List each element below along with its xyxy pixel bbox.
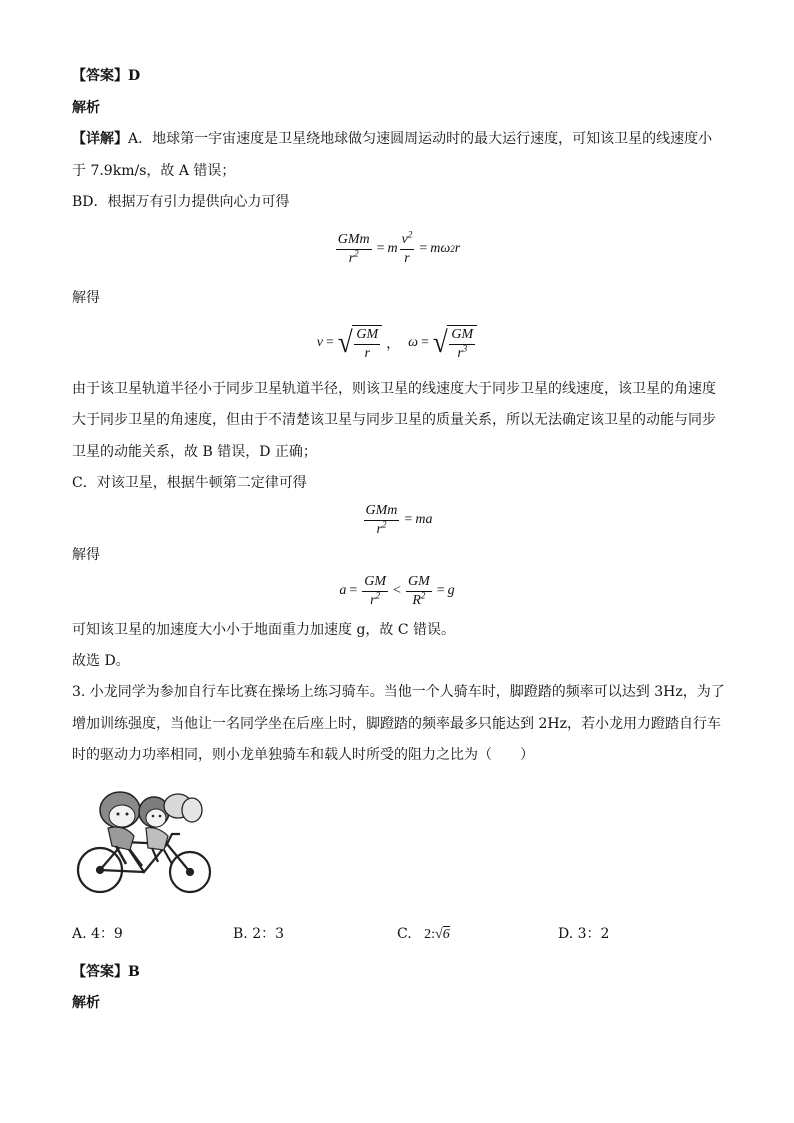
formula-newton-second: $\frac{\text{GMm}}{r^2}$ = ma (365, 502, 433, 537)
bd-text-3: 卫星的动能关系，故 B 错误，D 正确； (72, 444, 317, 460)
jiede-label-1: 解得 (72, 290, 100, 306)
frac-v2-r: $\frac{v^2}{r}$ (401, 228, 413, 266)
analysis-label-1: 解析 (72, 100, 100, 116)
bd-intro: BD．根据万有引力提供向心力可得 (72, 194, 290, 210)
q3-stem-2: 增加训练强度，当他让一名同学坐在后座上时，脚蹬踏的频率最多只能达到 2Hz，若小龙用力蹬踏自行车 (72, 716, 721, 732)
kid-front-icon (100, 792, 142, 866)
formula-acceleration: a = $\frac{GM}{r^2}$ < $\frac{GM}{R^2}$ = g (339, 573, 455, 608)
option-b[interactable]: B. 2：3 (233, 926, 285, 942)
choose-answer: 故选 D。 (72, 653, 130, 669)
sqrt-gm-r3: √ $\frac{GM}{r^3}$ (432, 325, 477, 362)
answer-label-1: 【答案】D (72, 68, 141, 84)
q3-stem-3: 时的驱动力功率相同，则小龙单独骑车和载人时所受的阻力之比为（ ） (72, 747, 534, 763)
option-c[interactable]: C. 2:√6 (397, 926, 450, 942)
bicycle-kids-illustration (72, 780, 222, 898)
answer-options (72, 924, 752, 946)
detail-a-text-1: A．地球第一宇宙速度是卫星绕地球做匀速圆周运动时的最大运行速度，可知该卫星的线速度小 (128, 131, 713, 147)
jiede-label-2: 解得 (72, 547, 100, 563)
detail-label: 【详解】 (72, 131, 128, 147)
bd-text-1: 由于该卫星轨道半径小于同步卫星轨道半径，则该卫星的线速度大于同步卫星的线速度，该卫星的角速度 (72, 381, 716, 397)
bicycle-icon (78, 832, 210, 892)
bd-text-2: 大于同步卫星的角速度，但由于不清楚该卫星与同步卫星的质量关系，所以无法确定该卫星的动能与同步 (72, 412, 716, 428)
q3-stem-1: 3. 小龙同学为参加自行车比赛在操场上练习骑车。当他一个人骑车时，脚蹬踏的频率可以达到 3Hz，为了 (72, 684, 725, 700)
option-a[interactable]: A. 4：9 (72, 926, 123, 942)
formula-gravity-centripetal: $\frac{\text{GMm}}{r^2}$ = m $\frac{v^2}{r}$ = mω 2 r (337, 228, 461, 266)
c-intro: C．对该卫星，根据牛顿第二定律可得 (72, 475, 307, 491)
sqrt-gm-r: √ $\frac{GM}{r}$ (337, 325, 382, 362)
detail-a-line-2: 于 7.9km/s，故 A 错误； (72, 163, 236, 179)
kid-back-icon (139, 794, 202, 864)
analysis-label-2: 解析 (72, 995, 100, 1011)
answer-label-2: 【答案】B (72, 964, 140, 980)
frac-gmm-r2: $\frac{\text{GMm}}{r^2}$ (337, 231, 370, 266)
detail-a-line-1 (72, 129, 712, 149)
c-conclusion: 可知该卫星的加速度大小小于地面重力加速度 g，故 C 错误。 (72, 622, 456, 638)
formula-v-omega: v = √ $\frac{GM}{r}$ ， ω = √ $\frac{GM}{r^3}$ (0, 320, 794, 366)
option-d[interactable]: D. 3：2 (558, 926, 610, 942)
